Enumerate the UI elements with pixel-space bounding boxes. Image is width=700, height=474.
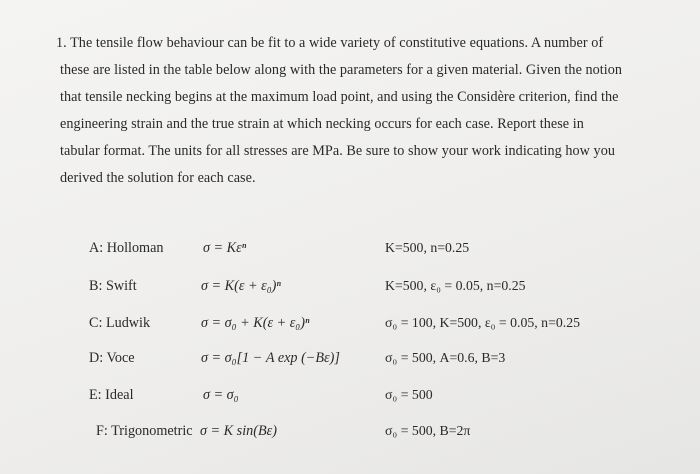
model-params: σ₀ = 500, A=0.6, B=3 <box>385 350 506 365</box>
table-row <box>0 278 700 304</box>
model-label: B: Swift <box>89 278 137 294</box>
model-label: F: Trigonometric <box>96 423 193 439</box>
model-equation: σ = K sin(Bε) <box>200 423 277 439</box>
model-equation: σ = K(ε + ε₀)ⁿ <box>201 278 281 294</box>
model-params: σ₀ = 500, B=2π <box>385 423 471 438</box>
model-params: K=500, n=0.25 <box>385 240 470 255</box>
model-equation: σ = σ₀ <box>203 387 239 403</box>
model-label: C: Ludwik <box>89 315 151 331</box>
model-params: σ₀ = 500 <box>385 387 433 402</box>
model-params: σ₀ = 100, K=500, ε₀ = 0.05, n=0.25 <box>385 315 581 330</box>
model-label: A: Holloman <box>89 240 164 256</box>
table-row <box>0 387 700 413</box>
question-line: 1. The tensile flow behaviour can be fit to a wide variety of constitutive equations. A number of <box>56 35 604 51</box>
model-equation: σ = σ₀ + K(ε + ε₀)ⁿ <box>201 315 310 331</box>
question-line: these are listed in the table below along with the parameters for a given material. Given the notion <box>60 62 623 78</box>
model-label: E: Ideal <box>89 387 134 403</box>
table-row <box>0 240 700 266</box>
model-equation: σ = Kεⁿ <box>203 240 247 256</box>
model-label: D: Voce <box>89 350 135 366</box>
question-line: that tensile necking begins at the maximum load point, and using the Considère criterion, find the <box>60 89 619 105</box>
table-row <box>0 423 700 449</box>
model-params: K=500, ε₀ = 0.05, n=0.25 <box>385 278 526 293</box>
table-row <box>0 315 700 341</box>
table-row <box>0 350 700 376</box>
question-text <box>56 30 670 192</box>
model-equation: σ = σ₀[1 − A exp (−Bε)] <box>201 350 340 366</box>
question-line: derived the solution for each case. <box>60 170 256 186</box>
question-line: tabular format. The units for all stresses are MPa. Be sure to show your work indicating how you <box>60 143 615 159</box>
question-line: engineering strain and the true strain at which necking occurs for each case. Report these in <box>60 116 584 132</box>
